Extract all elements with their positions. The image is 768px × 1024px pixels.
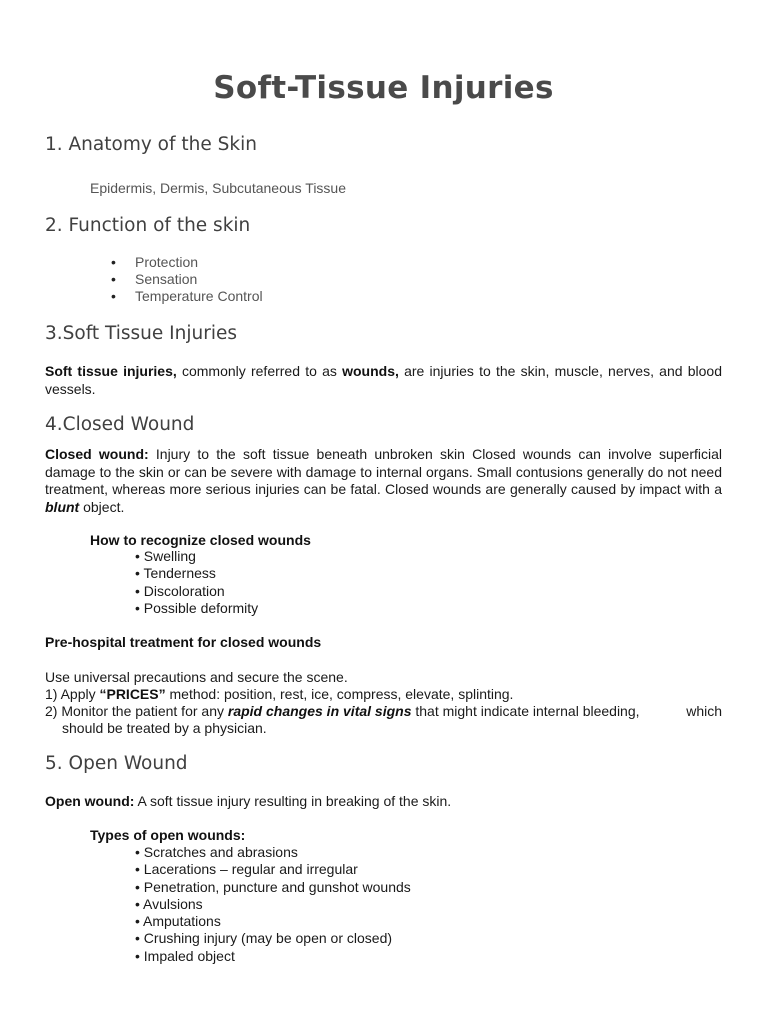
list-item: • Lacerations – regular and irregular [135, 861, 358, 878]
list-item: • Crushing injury (may be open or closed) [135, 930, 393, 947]
soft-tissue-paragraph: Soft tissue injuries, commonly referred to as wounds, are injuries to the skin, muscle, nerves, and blood vessels. [45, 363, 722, 397]
list-item: • Discoloration [135, 582, 225, 599]
treatment-intro: Use universal precautions and secure the scene. [45, 669, 348, 685]
anatomy-text: Epidermis, Dermis, Subcutaneous Tissue [90, 180, 346, 196]
function-list [111, 254, 263, 305]
types-list [135, 844, 411, 965]
open-wound-paragraph: Open wound: A soft tissue injury resulting in breaking of the skin. [45, 793, 452, 809]
recognize-heading: How to recognize closed wounds [90, 532, 311, 548]
treatment-step-2-cont: should be treated by a physician. [62, 720, 267, 736]
bullet-icon: • [111, 271, 116, 287]
list-item: • Protection [111, 254, 199, 270]
list-item: • Penetration, puncture and gunshot wounds [135, 878, 411, 895]
list-item: • Impaled object [135, 947, 235, 964]
list-item: • Swelling [135, 548, 196, 564]
list-item: • Possible deformity [135, 599, 259, 616]
heading-function: 2. Function of the skin [45, 215, 251, 236]
recognize-list [135, 548, 258, 617]
heading-soft-tissue: 3.Soft Tissue Injuries [45, 323, 237, 344]
heading-closed-wound: 4.Closed Wound [45, 414, 195, 435]
page-title: Soft-Tissue Injuries [213, 70, 554, 106]
heading-open-wound: 5. Open Wound [45, 753, 188, 774]
bullet-icon: • [111, 288, 116, 304]
treatment-step-1: 1) Apply “PRICES” method: position, rest, ice, compress, elevate, splinting. [45, 686, 514, 702]
list-item: • Amputations [135, 913, 221, 930]
types-heading: Types of open wounds: [90, 827, 246, 843]
list-item: • Avulsions [135, 895, 203, 912]
treatment-heading: Pre-hospital treatment for closed wounds [45, 634, 322, 650]
list-item: • Scratches and abrasions [135, 844, 298, 860]
treatment-step-2: 2) Monitor the patient for any rapid changes in vital signs that might indicate internal bleeding, which [45, 703, 722, 719]
bullet-icon: • [111, 254, 116, 270]
list-item: • Temperature Control [111, 288, 263, 304]
list-item: • Sensation [111, 271, 198, 287]
list-item: • Tenderness [135, 565, 216, 582]
closed-wound-paragraph: Closed wound: Injury to the soft tissue beneath unbroken skin Closed wounds can involve superficial damage to the skin or can be severe with damage to internal organs. Small contusions generally do not need treatment, whereas more serious injuries can be fatal. Closed wounds are generally caused by impact with a blunt object. [45, 446, 722, 515]
heading-anatomy: 1. Anatomy of the Skin [45, 134, 257, 155]
